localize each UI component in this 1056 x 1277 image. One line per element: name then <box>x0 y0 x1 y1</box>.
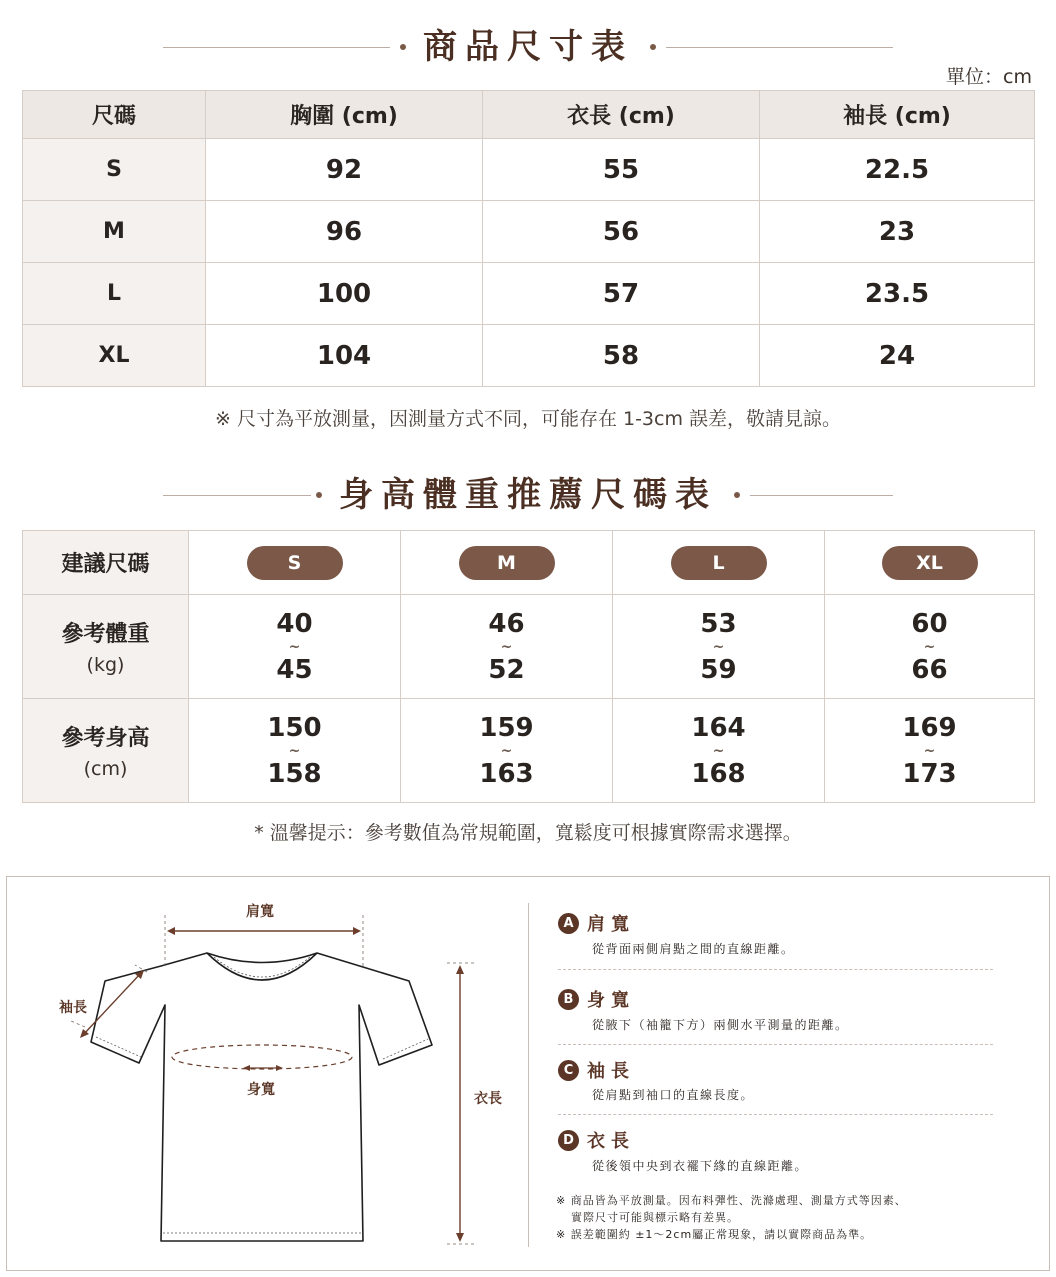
range-min: 40 <box>276 608 313 639</box>
measure-item-title: 身寬 <box>587 990 635 1011</box>
range-min: 60 <box>911 608 948 639</box>
measure-item-a <box>558 910 635 936</box>
tilde: ~ <box>923 638 936 655</box>
length-cell: 57 <box>483 263 760 325</box>
footnote-line-1: ※ 商品皆為平放測量。因布料彈性、洗滌處理、測量方式等因素、 <box>556 1194 907 1207</box>
recommend-title-row <box>0 470 1056 520</box>
badge-c: C <box>558 1060 579 1081</box>
measure-item-desc: 從腋下（袖籠下方）兩側水平測量的距離。 <box>592 1018 849 1032</box>
size-cell <box>401 531 613 595</box>
unit-label: 單位：cm <box>946 66 1032 88</box>
size-cell <box>189 531 401 595</box>
badge-a: A <box>558 913 579 934</box>
weight-label: 參考體重 <box>61 622 150 647</box>
table-row <box>23 325 1035 387</box>
height-range <box>613 699 825 803</box>
length-cell: 56 <box>483 201 760 263</box>
column-header-chest: 胸圍 (cm) <box>206 91 483 139</box>
table-header-row <box>23 91 1035 139</box>
range-min: 150 <box>267 712 322 743</box>
measure-item-desc: 從後領中央到衣襬下緣的直線距離。 <box>592 1159 809 1173</box>
length-arrow-head-bottom <box>456 1233 464 1242</box>
recommend-table <box>22 530 1035 803</box>
badge-d: D <box>558 1130 579 1151</box>
size-chart-note: ※ 尺寸為平放測量，因測量方式不同，可能存在 1-3cm 誤差，敬請見諒。 <box>214 408 842 430</box>
table-row <box>23 263 1035 325</box>
title-divider-right <box>666 47 893 48</box>
footnote-line-3: ※ 誤差範圍約 ±1～2cm屬正常現象，請以實際商品為準。 <box>556 1228 873 1241</box>
title-divider-right <box>750 495 893 496</box>
item-divider <box>558 969 993 970</box>
sleeve-cell: 24 <box>760 325 1035 387</box>
shoulder-arrow-head-left <box>167 927 175 935</box>
measure-item-title: 衣長 <box>587 1131 635 1152</box>
tilde: ~ <box>288 742 301 759</box>
measurement-diagram <box>6 876 1050 1271</box>
item-divider <box>558 1114 993 1115</box>
weight-range <box>613 595 825 699</box>
range-max: 168 <box>691 758 746 789</box>
height-label: 參考身高 <box>61 726 150 751</box>
height-row <box>23 699 1035 803</box>
length-arrow-head-top <box>456 965 464 974</box>
height-unit: (cm) <box>83 758 128 780</box>
range-min: 159 <box>479 712 534 743</box>
measure-item-title: 袖長 <box>587 1061 635 1082</box>
tilde: ~ <box>288 638 301 655</box>
range-min: 46 <box>488 608 525 639</box>
height-range <box>401 699 613 803</box>
tilde: ~ <box>923 742 936 759</box>
chest-cell: 104 <box>206 325 483 387</box>
sleeve-cell: 23 <box>760 201 1035 263</box>
size-chart-title: 商品尺寸表 <box>423 27 633 67</box>
diagram-divider <box>528 903 529 1247</box>
sleeve-cell: 22.5 <box>760 139 1035 201</box>
height-row-label <box>23 699 189 803</box>
item-divider <box>558 1044 993 1045</box>
weight-row-label <box>23 595 189 699</box>
column-header-length: 衣長 (cm) <box>483 91 760 139</box>
measure-item-d <box>558 1127 635 1153</box>
range-max: 59 <box>700 654 737 685</box>
length-label: 衣長 <box>474 1091 502 1107</box>
size-chart-table <box>22 90 1035 387</box>
column-header-sleeve: 袖長 (cm) <box>760 91 1035 139</box>
range-max: 52 <box>488 654 525 685</box>
size-row-label: 建議尺碼 <box>23 531 189 595</box>
range-max: 66 <box>911 654 948 685</box>
tshirt-illustration <box>7 877 527 1270</box>
shoulder-label: 肩寬 <box>246 904 274 920</box>
measure-item-desc: 從背面兩側肩點之間的直線距離。 <box>592 942 795 956</box>
height-range <box>825 699 1035 803</box>
measure-item-title: 肩寬 <box>587 914 635 935</box>
table-row <box>23 139 1035 201</box>
size-pill: S <box>247 546 343 580</box>
range-max: 45 <box>276 654 313 685</box>
tilde: ~ <box>500 742 513 759</box>
range-min: 169 <box>902 712 957 743</box>
recommend-title: 身高體重推薦尺碼表 <box>339 475 717 515</box>
body-label: 身寬 <box>247 1082 275 1098</box>
chest-cell: 92 <box>206 139 483 201</box>
measure-item-b <box>558 986 635 1012</box>
sleeve-label: 袖長 <box>59 1000 87 1016</box>
range-max: 173 <box>902 758 957 789</box>
footnote-line-2: 實際尺寸可能與標示略有差異。 <box>571 1211 739 1224</box>
range-max: 163 <box>479 758 534 789</box>
weight-unit: (kg) <box>86 654 125 676</box>
title-dot-right <box>734 492 740 498</box>
length-cell: 55 <box>483 139 760 201</box>
badge-b: B <box>558 989 579 1010</box>
measure-item-desc: 從肩點到袖口的直線長度。 <box>592 1088 755 1102</box>
size-cell: M <box>23 201 206 263</box>
height-range <box>189 699 401 803</box>
size-cell: XL <box>23 325 206 387</box>
shoulder-arrow-head-right <box>353 927 361 935</box>
chest-cell: 96 <box>206 201 483 263</box>
sleeve-guide-bottom <box>71 1021 85 1027</box>
range-min: 53 <box>700 608 737 639</box>
measure-item-c <box>558 1057 635 1083</box>
range-min: 164 <box>691 712 746 743</box>
tilde: ~ <box>712 638 725 655</box>
size-cell <box>613 531 825 595</box>
size-cell <box>825 531 1035 595</box>
size-pill: XL <box>882 546 978 580</box>
weight-range <box>825 595 1035 699</box>
weight-row <box>23 595 1035 699</box>
chest-cell: 100 <box>206 263 483 325</box>
size-cell: S <box>23 139 206 201</box>
size-pill: L <box>671 546 767 580</box>
table-row <box>23 201 1035 263</box>
length-cell: 58 <box>483 325 760 387</box>
size-cell: L <box>23 263 206 325</box>
range-max: 158 <box>267 758 322 789</box>
column-header-size: 尺碼 <box>23 91 206 139</box>
size-row <box>23 531 1035 595</box>
recommend-note: * 溫馨提示：參考數值為常規範圍，寬鬆度可根據實際需求選擇。 <box>254 822 802 844</box>
size-chart-title-row <box>0 22 1056 72</box>
tilde: ~ <box>712 742 725 759</box>
tilde: ~ <box>500 638 513 655</box>
weight-range <box>401 595 613 699</box>
weight-range <box>189 595 401 699</box>
title-dot-right <box>650 44 656 50</box>
size-pill: M <box>459 546 555 580</box>
sleeve-cell: 23.5 <box>760 263 1035 325</box>
